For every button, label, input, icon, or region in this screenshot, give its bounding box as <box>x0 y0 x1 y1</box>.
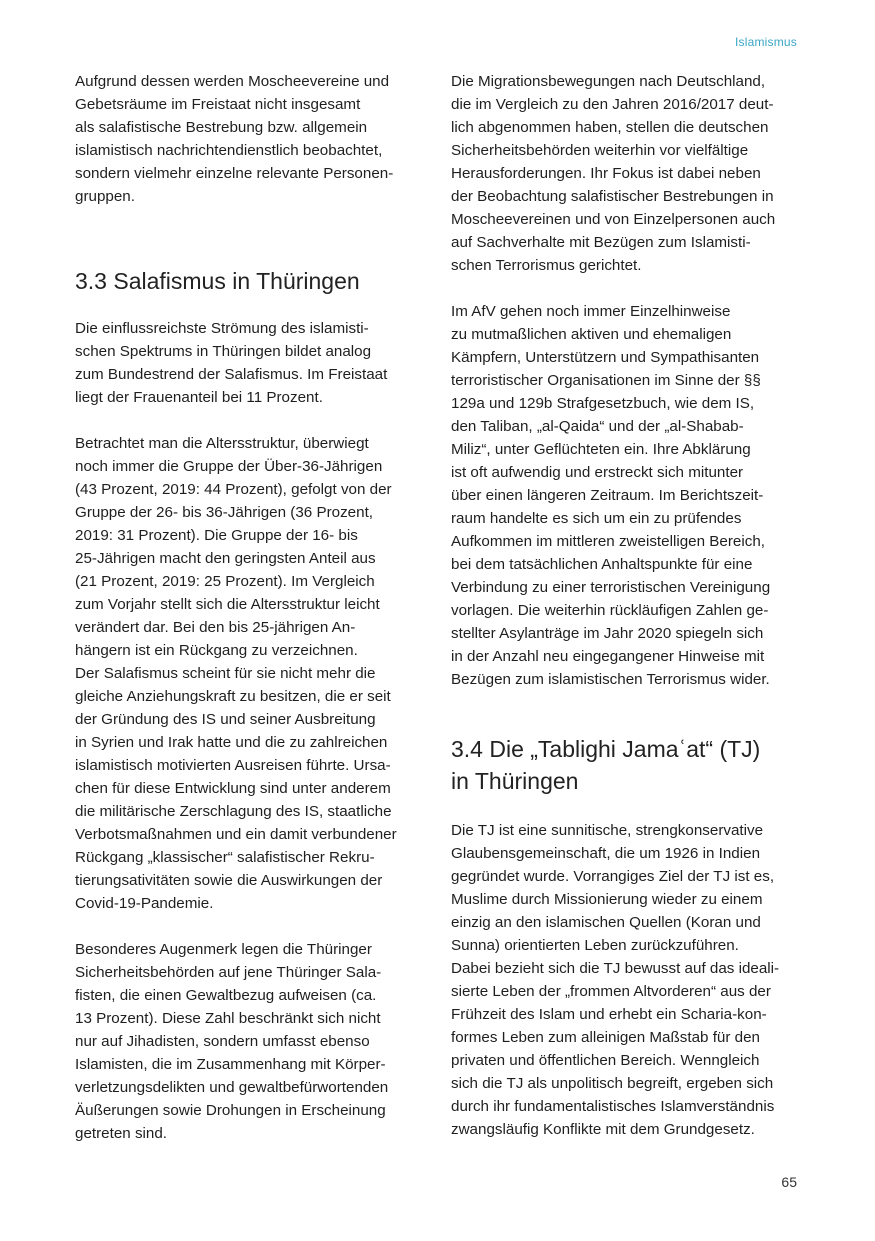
section-heading-3-4: 3.4 Die „Tablighi Jamaʿat“ (TJ) in Thüringen <box>451 736 761 794</box>
tj-paragraph: Die TJ ist eine sunnitische, strengkonservative Glaubensgemeinschaft, die um 1926 in Indien gegründet wurde. Vorrangiges Ziel der TJ ist es, Muslime durch Missionierung wieder zu einem einzig an den islamischen Quellen (Koran und Sunna) orientierten Leben zurückzuführen. Dabei bezieht sich die TJ bewusst auf das ideali- sierte Leben der „frommen Altvorderen“ aus der Frühzeit des Islam und erhebt ein Scharia-kon- formes Leben zum alleinigen Maßstab für den privaten und öffentlichen Bereich. Wenngleich sich die TJ als unpolitisch begreift, ergeben sich durch ihr fundamentalistisches Islamverständnis zwangsläufig Konflikte mit dem Grundgesetz. <box>451 822 780 1138</box>
right-column <box>451 70 803 1141</box>
salafismus-paragraph-3: Besonderes Augenmerk legen die Thüringer Sicherheitsbehörden auf jene Thüringer Sala- fisten, die einen Gewaltbezug aufweisen (ca. 13 Prozent). Diese Zahl beschränkt sich nicht nur auf Jihadisten, sondern umfasst ebenso Islamisten, die im Zusammenhang mit Körper- verletzungsdelikten und gewaltbefürwortenden Äußerungen sowie Drohungen in Erscheinung getreten sind. <box>75 941 389 1142</box>
page-number: 65 <box>781 1174 797 1190</box>
running-header: Islamismus <box>734 35 797 49</box>
intro-paragraph: Aufgrund dessen werden Moscheevereine und Gebetsräume im Freistaat nicht insgesamt als salafistische Bestrebung bzw. allgemein islamistisch nachrichtendienstlich beobachtet, sondern vielmehr einzelne relevante Personen- gruppen. <box>75 73 394 205</box>
salafismus-paragraph-1: Die einflussreichste Strömung des islamisti- schen Spektrums in Thüringen bildet analog zum Bundestrend der Salafismus. Im Freistaat liegt der Frauenanteil bei 11 Prozent. <box>75 320 388 406</box>
migration-paragraph: Die Migrationsbewegungen nach Deutschland, die im Vergleich zu den Jahren 2016/2017 deut- lich abgenommen haben, stellen die deutschen Sicherheitsbehörden weiterhin vor vielfältige Herausforderungen. Ihr Fokus ist dabei neben der Beobachtung salafistischer Bestrebungen in Moscheevereinen und von Einzelpersonen auch auf Sachverhalte mit Bezügen zum Islamisti- schen Terrorismus gerichtet. <box>451 73 776 274</box>
section-heading-3-3: 3.3 Salafismus in Thüringen <box>75 268 360 294</box>
left-column <box>75 70 425 1145</box>
salafismus-paragraph-2: Betrachtet man die Altersstruktur, überwiegt noch immer die Gruppe der Über-36-Jährigen (43 Prozent, 2019: 44 Prozent), gefolgt von der Gruppe der 26- bis 36-Jährigen (36 Prozent, 2019: 31 Prozent). Die Gruppe der 16- bis 25-Jährigen macht den geringsten Anteil aus (21 Prozent, 2019: 25 Prozent). Im Vergleich zum Vorjahr stellt sich die Altersstruktur leicht verändert dar. Bei den bis 25-jährigen An- hängern ist ein Rückgang zu verzeichnen. Der Salafismus scheint für sie nicht mehr die gleiche Anziehungskraft zu besitzen, die er seit der Gründung des IS und seiner Ausbreitung in Syrien und Irak hatte und die zu zahlreichen islamistisch motivierten Ausreisen führte. Ursa- chen für diese Entwicklung sind unter anderem die militärische Zerschlagung des IS, staatliche Verbotsmaßnahmen und ein damit verbundener Rückgang „klassischer“ salafistischer Rekru- tierungsativitäten sowie die Auswirkungen der Covid-19-Pandemie. <box>75 435 397 912</box>
afv-paragraph: Im AfV gehen noch immer Einzelhinweise zu mutmaßlichen aktiven und ehemaligen Kämpfern, Unterstützern und Sympathisanten terroristischer Organisationen im Sinne der §§ 129a und 129b Strafgesetzbuch, wie dem IS, den Taliban, „al-Qaida“ und der „al-Shabab- Miliz“, unter Geflüchteten ein. Ihre Abklärung ist oft aufwendig und erstreckt sich mitunter über einen längeren Zeitraum. Im Berichtszeit- raum handelte es sich um ein zu prüfendes Aufkommen im mittleren zweistelligen Bereich, bei dem tatsächlichen Anhaltspunkte für eine Verbindung zu einer terroristischen Vereinigung vorlagen. Die weiterhin rückläufigen Zahlen ge- stellter Asylanträge im Jahr 2020 spiegeln sich in der Anzahl neu eingegangener Hinweise mit Bezügen zum islamistischen Terrorismus wider. <box>451 303 771 688</box>
